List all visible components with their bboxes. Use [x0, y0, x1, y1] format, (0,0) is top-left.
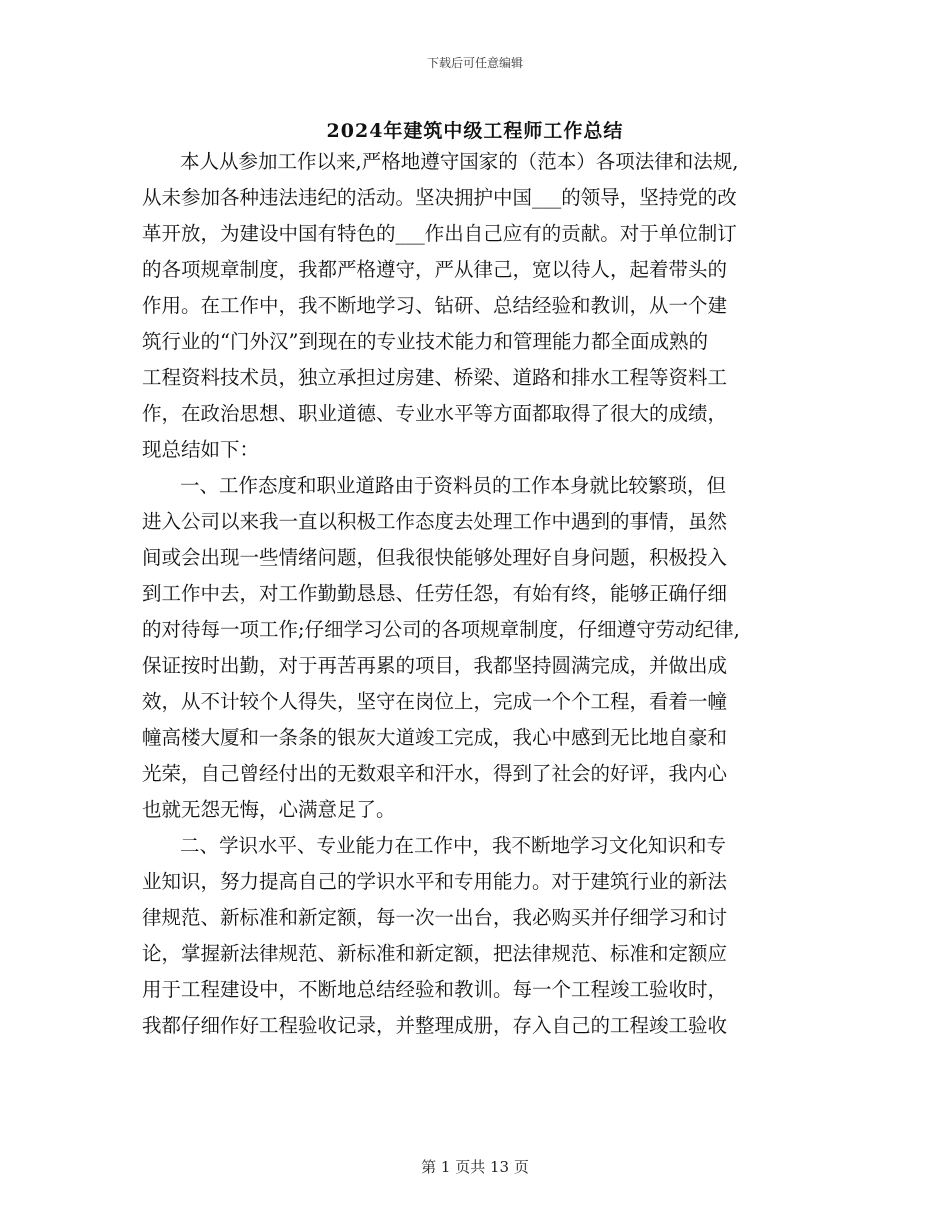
- paragraph-line: 到工作中去，对工作勤勤恳恳、任劳任怨，有始有终，能够正确仔细: [142, 582, 728, 605]
- paragraph-line: 论，掌握新法律规范、新标准和新定额，把法律规范、标准和定额应: [142, 942, 728, 965]
- paragraph-line: 的各项规章制度，我都严格遵守，严从律己，宽以待人，起着带头的: [142, 258, 728, 281]
- paragraph-line: 间或会出现一些情绪问题，但我很快能够处理好自身问题，积极投入: [142, 546, 728, 569]
- paragraph-line: 筑行业的“门外汉”到现在的专业技术能力和管理能力都全面成熟的: [142, 330, 708, 353]
- paragraph-line: 革开放，为建设中国有特色的___作出自己应有的贡献。对于单位制订: [142, 222, 737, 245]
- paragraph-line: 我都仔细作好工程验收记录，并整理成册，存入自己的工程竣工验收: [142, 1014, 728, 1037]
- paragraph-line: 本人从参加工作以来,严格地遵守国家的（范本）各项法律和法规,: [180, 150, 739, 173]
- header-note: 下载后可任意编辑: [426, 56, 523, 70]
- paragraph-line: 的对待每一项工作;仔细学习公司的各项规章制度，仔细遵守劳动纪律,: [142, 618, 740, 641]
- paragraph-line: 作用。在工作中，我不断地学习、钻研、总结经验和教训，从一个建: [142, 294, 728, 317]
- paragraph-line: 幢高楼大厦和一条条的银灰大道竣工完成，我心中感到无比地自豪和: [142, 726, 728, 749]
- paragraph-line: 作，在政治思想、职业道德、专业水平等方面都取得了很大的成绩，: [142, 402, 728, 425]
- page-number: 第 1 页共 13 页: [421, 1158, 529, 1176]
- page-title: 2024年建筑中级工程师工作总结: [326, 120, 624, 142]
- paragraph-line: 用于工程建设中，不断地总结经验和教训。每一个工程竣工验收时，: [142, 978, 728, 1001]
- paragraph-line: 律规范、新标准和新定额，每一次一出台，我必购买并仔细学习和讨: [142, 906, 728, 929]
- paragraph-line: 现总结如下：: [142, 438, 260, 461]
- paragraph-line: 工程资料技术员，独立承担过房建、桥梁、道路和排水工程等资料工: [142, 366, 728, 389]
- paragraph-line: 也就无怨无悔，心满意足了。: [142, 798, 396, 821]
- paragraph-line: 二、学识水平、专业能力在工作中，我不断地学习文化知识和专: [180, 834, 727, 857]
- paragraph-line: 光荣，自己曾经付出的无数艰辛和汗水，得到了社会的好评，我内心: [142, 762, 728, 785]
- paragraph-line: 一、工作态度和职业道路由于资料员的工作本身就比较繁琐，但: [180, 474, 727, 497]
- paragraph-line: 效，从不计较个人得失，坚守在岗位上，完成一个个工程，看着一幢: [142, 690, 728, 713]
- paragraph-line: 从未参加各种违法违纪的活动。坚决拥护中国___的领导，坚持党的改: [142, 186, 737, 209]
- paragraph-line: 业知识，努力提高自己的学识水平和专用能力。对于建筑行业的新法: [142, 870, 728, 893]
- paragraph-line: 保证按时出勤，对于再苦再累的项目，我都坚持圆满完成，并做出成: [142, 654, 728, 677]
- paragraph-line: 进入公司以来我一直以积极工作态度去处理工作中遇到的事情，虽然: [142, 510, 728, 533]
